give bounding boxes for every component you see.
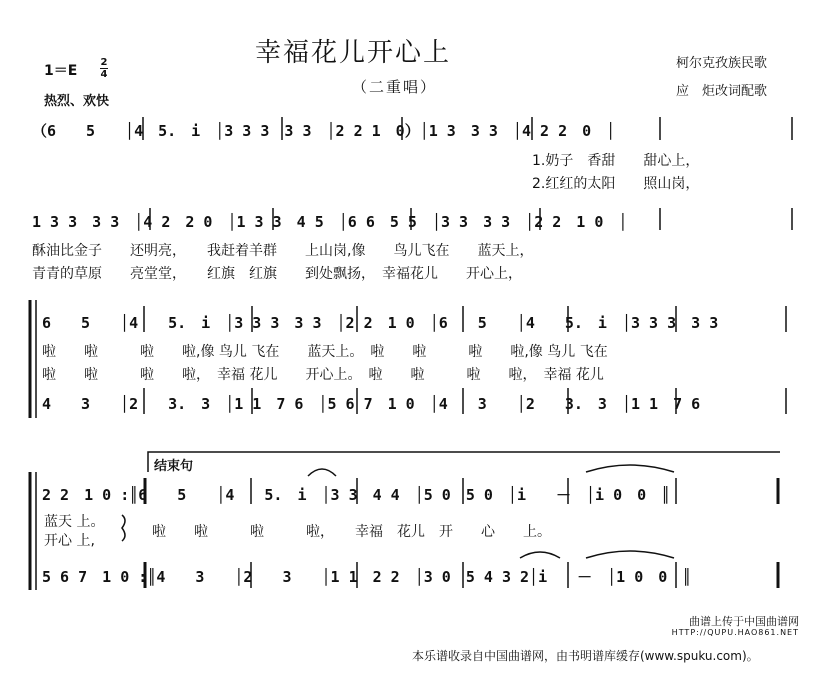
system2-lyrics-verse2: 青青的草原 亮堂堂， 红旗 红旗 到处飘扬， 幸福花儿 开心上， <box>32 266 522 282</box>
system3-lyrics-verse2: 啦 啦 啦 啦， 幸福 花儿 开心上。 啦 啦 啦 啦， 幸福 花儿 <box>42 367 604 383</box>
time-signature-bottom: 4 <box>100 69 108 80</box>
footer-url: HTTP://QUPU.HAO861.NET <box>671 628 799 637</box>
system4-lyrics-a2: 开心 上, <box>44 533 95 549</box>
system1-lyrics-verse1: 1.奶子 香甜 甜心上， <box>532 153 700 169</box>
footer-upload-note: 曲谱上传于中国曲谱网 <box>689 615 799 628</box>
system4-lower-notes: 5 6 7 1 0 :║4 3 │2 3 │1 1 2 2 │3 0 5 4 3 2│i － │1 0 0 ║ <box>42 568 692 586</box>
system2-notes: 1 3 3 3 3 │4 2 2 0 │1 3 3 4 5 │6 6 5 5 │3 3 3 3 │2 2 1 0 │ <box>32 213 628 231</box>
time-signature-top: 2 <box>100 57 108 68</box>
system4-upper-notes: 2 2 1 0 :║6 5 │4 5. i │3 3 4 4 │5 0 5 0 │i － │i 0 0 ║ <box>42 486 671 504</box>
system4-lyrics-a1: 蓝天 上。 <box>44 514 105 530</box>
key-signature: 1＝E <box>44 63 78 79</box>
footer-notice: 本乐谱收录自中国曲谱网，由书明谱库缓存(www.spuku.com)。 <box>412 649 759 663</box>
ending-label: 结束句 <box>154 459 194 474</box>
system1-lyrics-verse2: 2.红红的太阳 照山岗， <box>532 176 700 192</box>
tempo-marking: 热烈、欢快 <box>44 94 110 109</box>
song-subtitle: （二重唱） <box>352 78 438 96</box>
system1-notes: （6 5 │4 5. i │3 3 3 3 3 │2 2 1 0）│1 3 3 3 │4 2 2 0 │ <box>32 122 616 140</box>
system3-lower-notes: 4 3 │2 3. 3 │1 1 7 6 │5 6 7 1 0 │4 3 │2 3. 3 │1 1 7 6 <box>42 395 701 413</box>
song-title: 幸福花儿开心上 <box>255 38 452 68</box>
system3-lyrics-verse1: 啦 啦 啦 啦,像 鸟儿 飞在 蓝天上。 啦 啦 啦 啦,像 鸟儿 飞在 <box>42 344 608 360</box>
system4-lyrics-b: 啦 啦 啦 啦， 幸福 花儿 开 心 上。 <box>152 524 551 540</box>
system2-lyrics-verse1: 酥油比金子 还明亮， 我赶着羊群 上山岗,像 鸟儿飞在 蓝天上， <box>32 243 534 259</box>
system3-upper-notes: 6 5 │4 5. i │3 3 3 3 3 │2 2 1 0 │6 5 │4 5. i │3 3 3 3 3 <box>42 314 719 332</box>
song-author: 柯尔克孜族民歌 <box>676 56 768 71</box>
song-arranger: 应 炬改词配歌 <box>676 84 768 99</box>
